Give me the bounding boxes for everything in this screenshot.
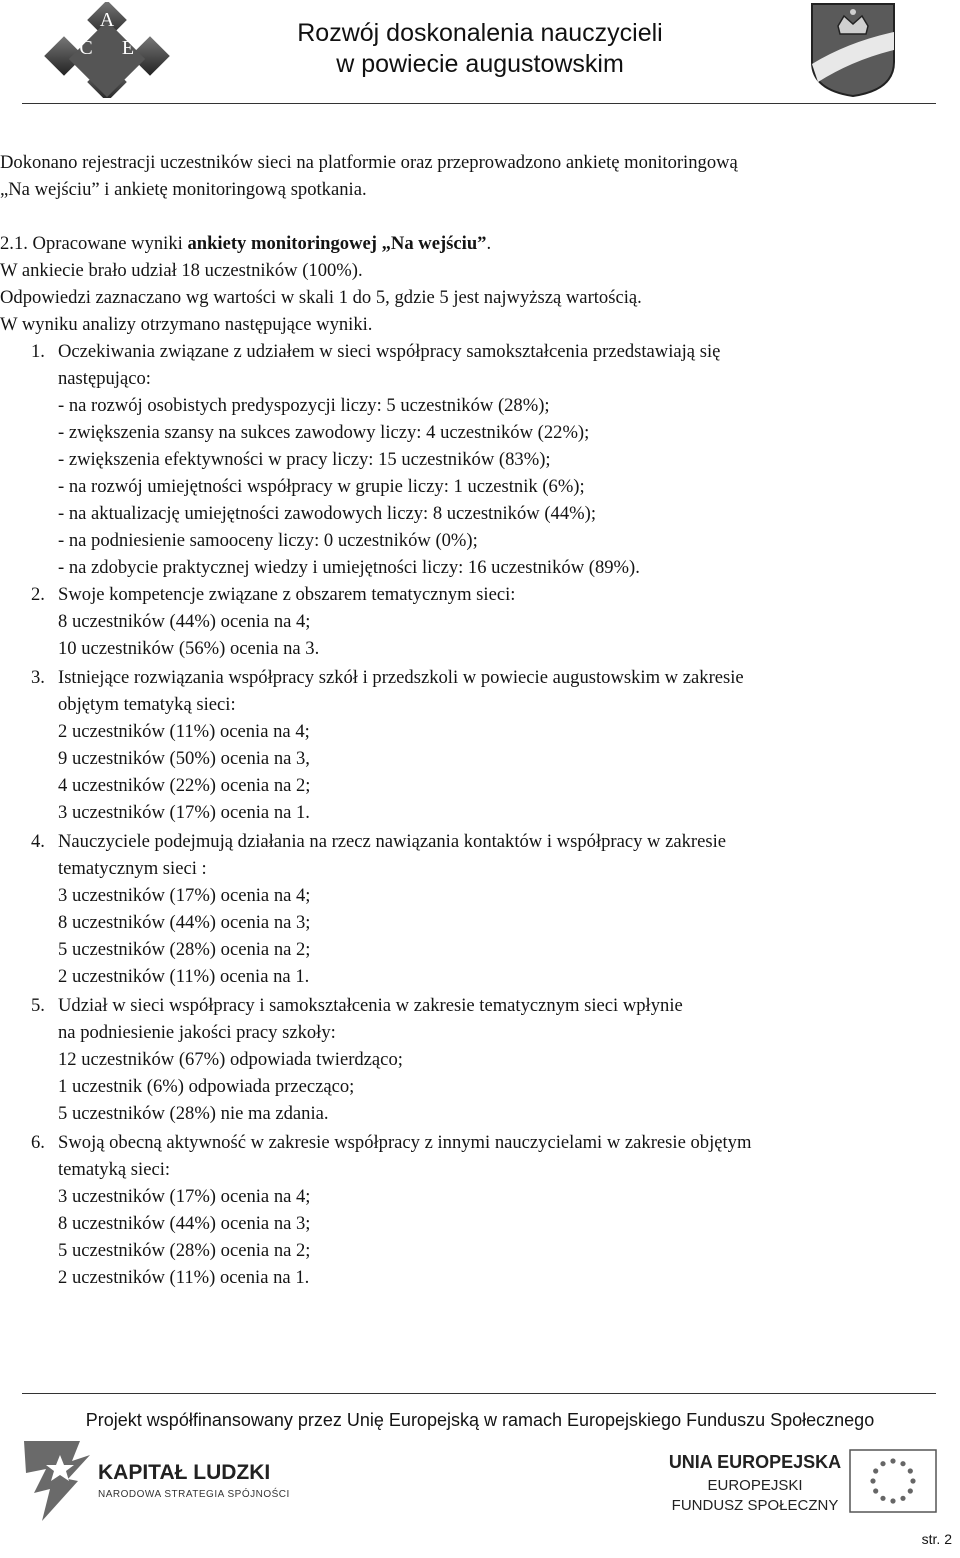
eu-star: [880, 1496, 885, 1501]
list-item: 2 uczestników (11%) ocenia na 1.: [58, 966, 310, 987]
intro-line-1: Dokonano rejestracji uczestników sieci na platformie oraz przeprowadzono ankietę monitoringową: [0, 152, 738, 173]
kapital-ludzki-logo: [20, 1435, 310, 1525]
question-3-number: 3.: [31, 667, 45, 688]
question-4-number: 4.: [31, 831, 45, 852]
list-item: 2 uczestników (11%) ocenia na 4;: [58, 721, 310, 742]
kl-title: KAPITAŁ LUDZKI: [98, 1461, 271, 1484]
list-item: 1 uczestnik (6%) odpowiada przecząco;: [58, 1076, 355, 1097]
section-heading: [0, 230, 491, 257]
info-line-3: W wyniku analizy otrzymano następujące wyniki.: [0, 314, 373, 335]
eu-star: [873, 1468, 878, 1473]
footer-divider: [22, 1393, 936, 1394]
question-6: [31, 1129, 751, 1156]
header-divider: [22, 103, 936, 104]
eu-star: [873, 1488, 878, 1493]
eu-star: [910, 1478, 915, 1483]
list-item: 3 uczestników (17%) ocenia na 4;: [58, 885, 311, 906]
list-item: 8 uczestników (44%) ocenia na 3;: [58, 1213, 311, 1234]
info-line-2: Odpowiedzi zaznaczano wg wartości w skali 1 do 5, gdzie 5 jest najwyższą wartością.: [0, 287, 642, 308]
intro-line-2: „Na wejściu” i ankietę monitoringową spotkania.: [0, 179, 367, 200]
question-1: [31, 338, 720, 365]
list-item: - na aktualizację umiejętności zawodowych liczy: 8 uczestników (44%);: [58, 503, 596, 524]
header-title: [220, 18, 740, 80]
question-5-cont: na podniesienie jakości pracy szkoły:: [58, 1022, 336, 1043]
list-item: 8 uczestników (44%) ocenia na 3;: [58, 912, 311, 933]
list-item: - na rozwój osobistych predyspozycji liczy: 5 uczestników (28%);: [58, 395, 550, 416]
logo-letter-a: A: [99, 9, 115, 31]
question-1-number: 1.: [31, 341, 45, 362]
question-4: [31, 828, 726, 855]
question-2-text: Swoje kompetencje związane z obszarem tematycznym sieci:: [58, 584, 516, 605]
question-5: [31, 992, 683, 1019]
question-1-cont: następująco:: [58, 368, 151, 389]
list-item: 4 uczestników (22%) ocenia na 2;: [58, 775, 311, 796]
county-crest-icon: [808, 2, 898, 98]
question-4-cont: tematycznym sieci :: [58, 858, 207, 879]
eu-star: [900, 1496, 905, 1501]
question-5-number: 5.: [31, 995, 45, 1016]
question-6-cont: tematyką sieci:: [58, 1159, 171, 1180]
page-number: str. 2: [921, 1531, 952, 1547]
eu-star: [880, 1461, 885, 1466]
question-2-number: 2.: [31, 584, 45, 605]
question-3: [31, 664, 744, 691]
question-6-number: 6.: [31, 1132, 45, 1153]
list-item: - na podniesienie samooceny liczy: 0 uczestników (0%);: [58, 530, 478, 551]
question-2: [31, 581, 515, 608]
info-line-1: W ankiecie brało udział 18 uczestników (100%).: [0, 260, 363, 281]
question-4-text: Nauczyciele podejmują działania na rzecz nawiązania kontaktów i współpracy w zakresie: [58, 831, 727, 852]
question-3-cont: objętym tematyką sieci:: [58, 694, 236, 715]
header-title-line2: w powiecie augustowskim: [336, 50, 624, 78]
question-1-text: Oczekiwania związane z udziałem w sieci współpracy samokształcenia przedstawiają się: [58, 341, 721, 362]
ue-line2: EUROPEJSKI: [707, 1477, 803, 1494]
logo-letter-e: E: [121, 37, 135, 59]
question-3-text: Istniejące rozwiązania współpracy szkół i przedszkoli w powiecie augustowskim w zakresie: [58, 667, 744, 688]
logo-letter-c: C: [79, 37, 93, 59]
section-heading-bold: ankiety monitoringowej „Na wejściu”: [187, 233, 487, 254]
eu-star: [890, 1498, 895, 1503]
list-item: - na rozwój umiejętności współpracy w grupie liczy: 1 uczestnik (6%);: [58, 476, 585, 497]
section-heading-suffix: .: [486, 233, 492, 254]
list-item: 2 uczestników (11%) ocenia na 1.: [58, 1267, 310, 1288]
list-item: 3 uczestników (17%) ocenia na 4;: [58, 1186, 311, 1207]
eu-star: [870, 1478, 875, 1483]
ue-line3: FUNDUSZ SPOŁECZNY: [671, 1497, 839, 1514]
list-item: 8 uczestników (44%) ocenia na 4;: [58, 611, 311, 632]
list-item: 3 uczestników (17%) ocenia na 1.: [58, 802, 310, 823]
list-item: 12 uczestników (67%) odpowiada twierdząco;: [58, 1049, 403, 1070]
question-6-text: Swoją obecną aktywność w zakresie współpracy z innymi nauczycielami w zakresie objętym: [58, 1132, 752, 1153]
eu-star: [900, 1461, 905, 1466]
ue-line1: UNIA EUROPEJSKA: [668, 1452, 842, 1472]
list-item: 5 uczestników (28%) ocenia na 2;: [58, 1240, 311, 1261]
list-item: 5 uczestników (28%) nie ma zdania.: [58, 1103, 329, 1124]
list-item: - zwiększenia szansy na sukces zawodowy liczy: 4 uczestników (22%);: [58, 422, 590, 443]
list-item: 5 uczestników (28%) ocenia na 2;: [58, 939, 311, 960]
eu-star: [908, 1488, 913, 1493]
eu-star: [908, 1468, 913, 1473]
list-item: 10 uczestników (56%) ocenia na 3.: [58, 638, 320, 659]
question-5-text: Udział w sieci współpracy i samokształcenia w zakresie tematycznym sieci wpłynie: [58, 995, 683, 1016]
cae-logo: [42, 2, 172, 98]
list-item: - zwiększenia efektywności w pracy liczy: 15 uczestników (83%);: [58, 449, 551, 470]
eu-star: [890, 1458, 895, 1463]
header-title-line1: Rozwój doskonalenia nauczycieli: [297, 19, 663, 47]
footer-project-text: Projekt współfinansowany przez Unię Europejską w ramach Europejskiego Funduszu Społecznego: [85, 1410, 875, 1430]
eu-logo: [660, 1448, 940, 1528]
list-item: - na zdobycie praktycznej wiedzy i umiejętności liczy: 16 uczestników (89%).: [58, 557, 640, 578]
list-item: 9 uczestników (50%) ocenia na 3,: [58, 748, 310, 769]
section-heading-prefix: 2.1. Opracowane wyniki: [0, 233, 188, 254]
kl-subtitle: NARODOWA STRATEGIA SPÓJNOŚCI: [98, 1489, 290, 1500]
